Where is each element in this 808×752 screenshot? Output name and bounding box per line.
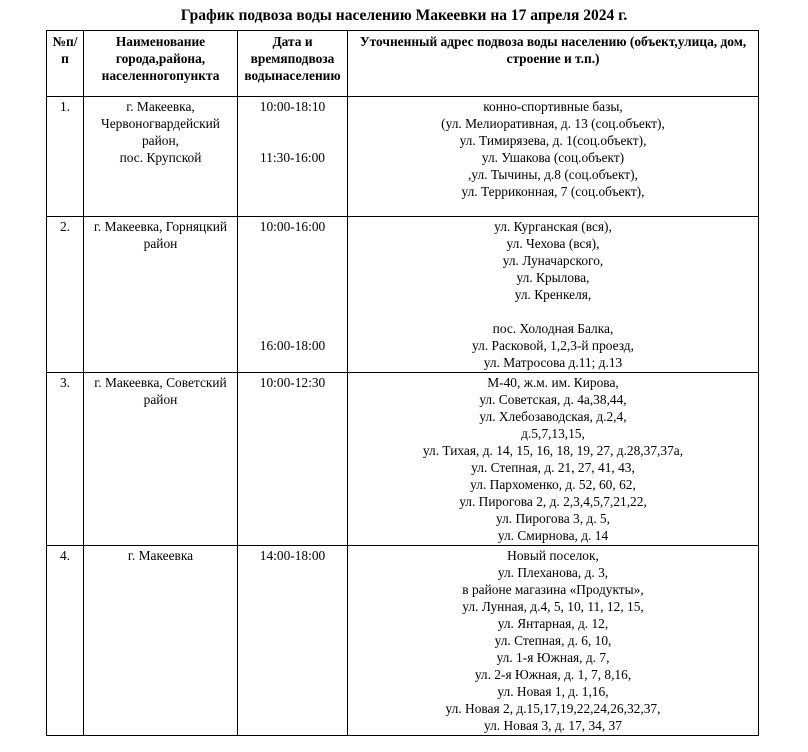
address-line: ул. 2-я Южная, д. 1, 7, 8,16,: [474, 667, 632, 682]
delivery-address: [348, 97, 759, 217]
delivery-time: [238, 97, 348, 217]
settlement-name-line: Червоногвардейский: [101, 116, 220, 131]
blank-line: [241, 235, 344, 252]
blank-line: [241, 252, 344, 269]
address-line: ул. Тихая, д. 14, 15, 16, 18, 19, 27, д.28,37,37а,: [422, 443, 684, 458]
table-body: [47, 97, 759, 736]
address-line: в районе магазина «Продукты»,: [462, 582, 644, 597]
row-number: 2.: [47, 217, 84, 373]
settlement-name: [84, 97, 238, 217]
address-line: пос. Холодная Балка,: [492, 321, 614, 336]
table-row: [47, 217, 759, 373]
address-line: ул. Пирогова 3, д. 5,: [496, 511, 610, 526]
page-title: График подвоза воды населению Макеевки на 17 апреля 2024 г.: [180, 7, 628, 24]
address-line: ул. Пархоменко, д. 52, 60, 62,: [470, 477, 636, 492]
header-name: [84, 31, 238, 97]
delivery-time-line: 10:00-16:00: [259, 219, 326, 234]
blank-line: [241, 303, 344, 320]
address-line: ул. Янтарная, д. 12,: [497, 616, 609, 631]
header-address: [348, 31, 759, 97]
table-row: [47, 546, 759, 736]
address-line: ул. Матросова д.11; д.13: [483, 355, 623, 370]
address-line: д.5,7,13,15,: [521, 426, 585, 441]
table-row: [47, 373, 759, 546]
address-line: конно-спортивные базы,: [483, 99, 623, 114]
delivery-time: [238, 373, 348, 546]
address-line: ул. Советская, д. 4а,38,44,: [479, 392, 627, 407]
header-line: №: [52, 34, 67, 49]
settlement-name-line: район: [143, 392, 178, 407]
address-line: ул. Степная, д. 6, 10,: [494, 633, 612, 648]
settlement-name: [84, 217, 238, 373]
row-number: 4.: [47, 546, 84, 736]
blank-line: [241, 269, 344, 286]
row-number: 3.: [47, 373, 84, 546]
row-number: 1.: [47, 97, 84, 217]
header-line: пункта: [176, 68, 220, 83]
header-line: населению: [275, 68, 341, 83]
address-line: ул. Смирнова, д. 14: [497, 528, 609, 543]
settlement-name-line: г. Макеевка: [127, 548, 194, 563]
address-line: ул. Новая 3, д. 17, 34, 37: [484, 718, 622, 733]
delivery-time-line: 10:00-18:10: [259, 99, 326, 114]
table-header-row: [47, 31, 759, 97]
address-line: ул. Луначарского,: [502, 253, 604, 268]
settlement-name-line: пос. Крупской: [119, 150, 202, 165]
delivery-time-line: 16:00-18:00: [259, 338, 326, 353]
settlement-name-line: район: [143, 236, 178, 251]
header-line: Дата и время: [250, 34, 313, 66]
delivery-address: [348, 546, 759, 736]
address-line: ул. Крылова,: [516, 270, 590, 285]
delivery-time-line: 14:00-18:00: [259, 548, 326, 563]
header-line: Наименование города,: [115, 34, 206, 66]
address-line: ул. Тимирязева, д. 1(соц.объект),: [459, 133, 647, 148]
address-line: ул. Кренкеля,: [514, 287, 592, 302]
settlement-name: [84, 373, 238, 546]
header-time: [238, 31, 348, 97]
address-line: ул. Пирогова 2, д. 2,3,4,5,7,21,22,: [459, 494, 647, 509]
settlement-name-line: г. Макеевка,: [126, 99, 195, 114]
delivery-time-line: 11:30-16:00: [260, 150, 325, 165]
settlement-name-line: г. Макеевка, Горняцкий: [93, 219, 228, 234]
blank-line: [351, 303, 755, 320]
blank-line: [241, 132, 344, 149]
header-line: Уточненный адрес подвоза воды населению (объект,: [359, 34, 678, 49]
settlement-name-line: г. Макеевка, Советский: [94, 375, 227, 390]
delivery-time: [238, 217, 348, 373]
address-line: ул. Хлебозаводская, д.2,4,: [479, 409, 627, 424]
header-line: района, населенного: [101, 51, 206, 83]
header-line: подвоза воды: [244, 51, 335, 83]
header-line: п/п: [61, 34, 78, 66]
address-line: ул. Курганская (вся),: [494, 219, 612, 234]
header-num: [47, 31, 84, 97]
blank-line: [241, 115, 344, 132]
address-line: ул. Новая 1, д. 1,16,: [497, 684, 609, 699]
address-line: ул. Расковой, 1,2,3-й проезд,: [472, 338, 634, 353]
address-line: ул. Плеханова, д. 3,: [497, 565, 609, 580]
delivery-time-line: 10:00-12:30: [259, 375, 326, 390]
blank-line: [241, 320, 344, 337]
address-line: ул. Чехова (вся),: [506, 236, 600, 251]
blank-line: [241, 286, 344, 303]
address-line: ул. Ушакова (соц.объект): [481, 150, 625, 165]
settlement-name: [84, 546, 238, 736]
address-line: (ул. Мелиоративная, д. 13 (соц.объект),: [441, 116, 665, 131]
address-line: ул. Терриконная, 7 (соц.объект),: [461, 184, 645, 199]
delivery-time: [238, 546, 348, 736]
address-line: Новый поселок,: [507, 548, 599, 563]
address-line: ул. Новая 2, д.15,17,19,22,24,26,32,37,: [445, 701, 661, 716]
address-line: ул. Степная, д. 21, 27, 41, 43,: [471, 460, 635, 475]
address-line: ул. 1-я Южная, д. 7,: [496, 650, 610, 665]
table-row: [47, 97, 759, 217]
settlement-name-line: район,: [141, 133, 179, 148]
address-line: ,ул. Тычины, д.8 (соц.объект),: [468, 167, 638, 182]
address-line: М-40, ж.м. им. Кирова,: [487, 375, 619, 390]
address-line: ул. Лунная, д.4, 5, 10, 11, 12, 15,: [462, 599, 644, 614]
delivery-address: [348, 373, 759, 546]
water-schedule-table: [46, 30, 759, 736]
header-line: улица, дом, строение и т.п.): [506, 34, 747, 66]
delivery-address: [348, 217, 759, 373]
